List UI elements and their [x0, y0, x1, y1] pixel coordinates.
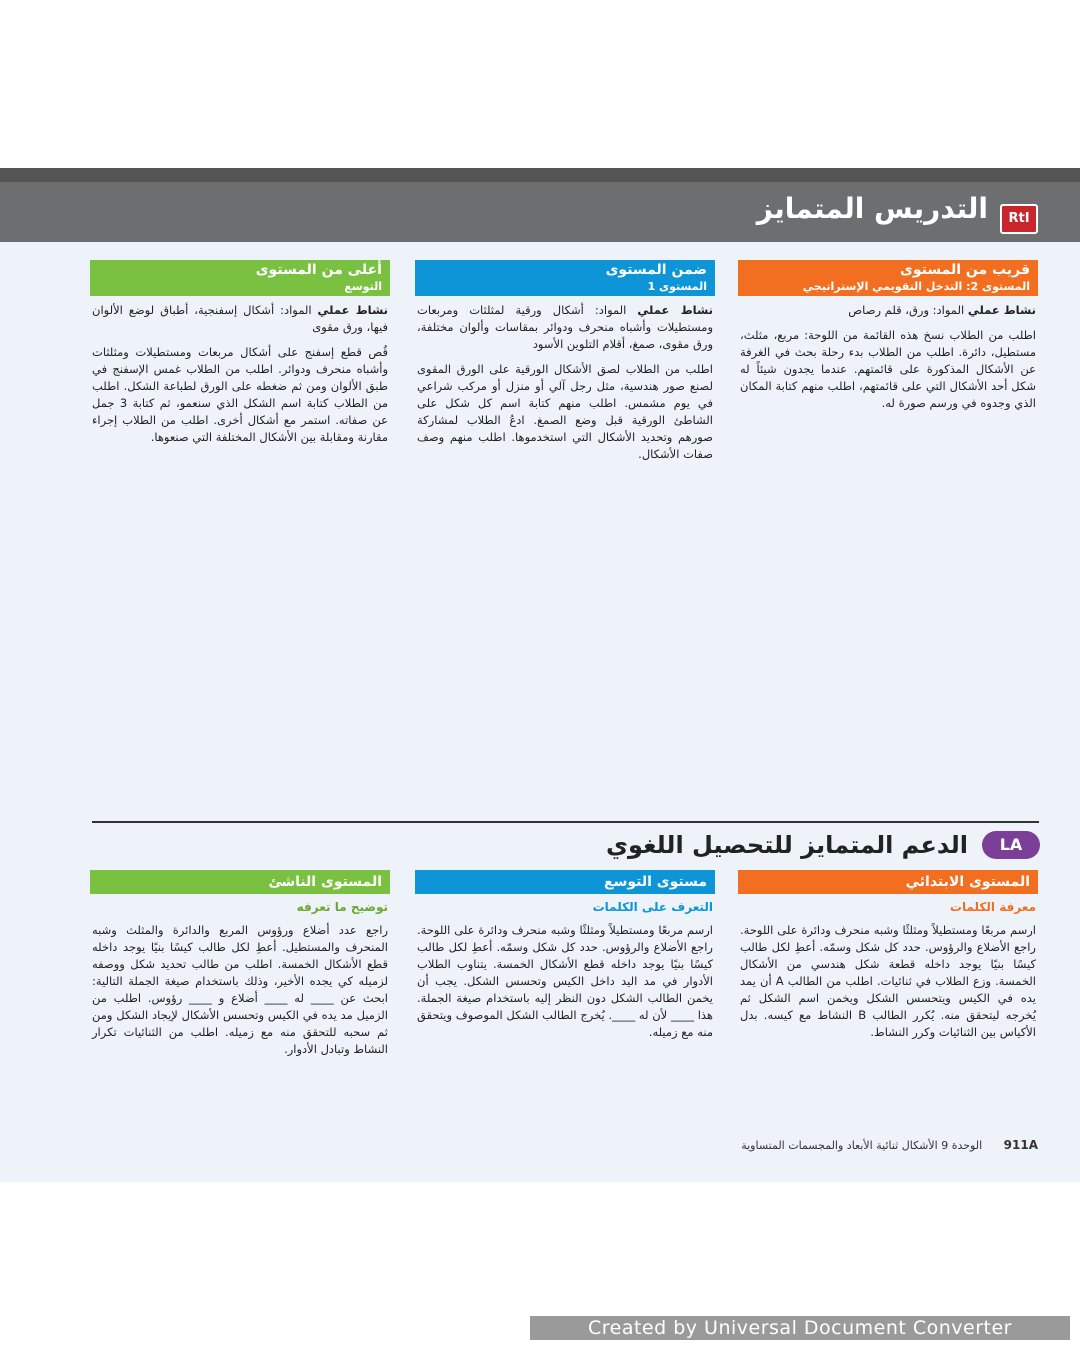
column-subhead: معرفة الكلمات: [949, 900, 1036, 914]
rti-badge: RtI: [1000, 204, 1038, 234]
column-title: المستوى الناشئ: [268, 874, 382, 890]
column-body: [415, 296, 715, 463]
column-subtitle: التوسع: [344, 280, 382, 293]
page: [0, 168, 1080, 1182]
column-body: راجع عدد أضلاع ورؤوس المربع والدائرة والمثلث وشبه المنحرف والمستطيل. أعطِ لكل طالب كيسًا بنيًا يوجد داخله قطع الأشكال الخمسة. اطلب من طالب تحديد شكل ووصفه لزميله كي يجده الأخير، وذلك باستخدام صيغة الجملة التالية: ابحث عن ____ له ____ أضلاع و ____ رؤوس. اطلب من الزميل مد يده في الكيس وتحسس الأشكال لإيجاد الشكل ومن ثم سحبه للتحقق منه مع زميله. اطلب من الثنائيات تكرار النشاط وتبادل الأدوار.: [92, 923, 388, 1056]
column-title: أعلى من المستوى: [255, 262, 382, 278]
la-badge: LA: [982, 831, 1040, 859]
la-section-title: الدعم المتمايز للتحصيل اللغوي: [606, 831, 968, 859]
column-header: [90, 260, 390, 296]
activity-label: نشاط عملي: [637, 303, 714, 317]
column-title: المستوى الابتدائي: [905, 874, 1030, 890]
materials-text: المواد: ورق، قلم رصاص: [848, 303, 965, 317]
column-title: قريب من المستوى: [900, 262, 1030, 278]
column-header: [738, 870, 1038, 894]
top-bar: [0, 168, 1080, 182]
activity-paragraph: قُص قطع إسفنج على أشكال مربعات ومستطيلات ومثلثات وأشباه منحرف ودوائر. اطلب من الطلاب غمس الإسفنج في طبق الألوان ومن ثم ضغطه على الورق لطباعة الشكل. اطلب من الطلاب كتابة اسم الشكل الذي سنعمو، ثم كتابة 3 جمل عن صفاته. استمر مع أشكال أخرى. اطلب من الطلاب إجراء مقارنة ومقابلة بين الأشكال المختلفة التي صنعوها.: [92, 345, 388, 444]
column-subtitle: المستوى 2: التدخل التقويمي الإستراتيجي: [802, 280, 1030, 293]
column-subhead: التعرف على الكلمات: [592, 900, 713, 914]
page-footer: [741, 1138, 1038, 1152]
materials-line: [740, 302, 1036, 319]
column-body: ارسم مربعًا ومستطيلاً ومثلثًا وشبه منحرف ودائرة على اللوحة. راجع الأضلاع والرؤوس. حدد كل شكل وسمّه. أعطِ لكل طالب كيسًا بنيًا يوجد داخله قطعة شكل هندسي من الأشكال الخمسة. وزع الطلاب في ثنائيات. اطلب من الطالب A أن يمد يده في الكيس ويتحسس الشكل ويخمن اسم الشكل ثم يُخرجه ليتحقق منه. يُكرر الطالب B النشاط مع كيسه. بدل الأكياس بين الثنائيات وكرر النشاط.: [740, 923, 1036, 1039]
column-body: [90, 296, 390, 446]
column-subhead: توضيح ما تعرفه: [296, 900, 388, 914]
section-header: [0, 182, 1080, 242]
rti-column-approaching: [738, 260, 1038, 420]
la-column-beginning: [738, 870, 1038, 1041]
column-title: ضمن المستوى: [605, 262, 707, 278]
watermark: Created by Universal Document Converter: [530, 1316, 1070, 1340]
materials-line: [92, 302, 388, 336]
column-header: [415, 260, 715, 296]
column-subtitle: المستوى 1: [647, 280, 707, 293]
column-header: [90, 870, 390, 894]
activity-label: نشاط عملي: [317, 303, 389, 317]
rti-column-beyond: [90, 260, 390, 454]
section-title: التدريس المتمايز: [756, 192, 988, 225]
column-header: [738, 260, 1038, 296]
materials-text: المواد: أشكال ورقية لمثلثات ومربعات ومستطيلات وأشباه منحرف ودوائر بمقاسات وألوان مختلفة، ورق مقوى، صمغ، أقلام التلوين الأسود: [417, 303, 713, 351]
column-header: [415, 870, 715, 894]
la-column-emerging: [90, 870, 390, 1058]
activity-paragraph: اطلب من الطلاب لصق الأشكال الورقية على الورق المقوى لصنع صور هندسية، مثل رجل آلي أو منزل أو مركب شراعي في يوم مشمس. اطلب منهم كتابة اسم كل شكل على الشاطئ الورقية قبل وضع الصمغ. ادعُ الطلاب لمشاركة صورهم وتحديد الأشكال التي استخدموها. اطلب منهم وصف صفات الأشكال.: [417, 362, 713, 461]
rti-column-on-level: [415, 260, 715, 471]
column-body: ارسم مربعًا ومستطيلاً ومثلثًا وشبه منحرف ودائرة على اللوحة. راجع الأضلاع والرؤوس. حدد كل شكل وسمّه. أعطِ لكل طالب كيسًا بنيًا يوجد داخله قطع الأشكال الخمسة. يتناوب الطلاب الأدوار في مد اليد داخل الكيس وتحسس الشكل. يجب أن يخمن الطالب الشكل دون النظر إليه باستخدام صيغة الجملة. هذا ____ لأن له ____. يُخرج الطالب الشكل الموصوف ويتحقق منه مع زميله.: [417, 923, 713, 1039]
materials-text: المواد: أشكال إسفنجية، أطباق لوضع الألوان فيها، ورق مقوى: [92, 303, 388, 334]
section-divider: [92, 821, 1039, 823]
column-body: [738, 296, 1038, 412]
la-column-expanding: [415, 870, 715, 1041]
column-title: مستوى التوسع: [604, 874, 707, 890]
unit-text: الوحدة 9 الأشكال ثنائية الأبعاد والمجسمات المتساوية: [741, 1139, 983, 1152]
page-number: 911A: [1003, 1138, 1038, 1152]
activity-paragraph: اطلب من الطلاب نسخ هذه القائمة من اللوحة: مربع، مثلث، مستطيل، دائرة. اطلب من الطلاب بدء رحلة بحث في الغرفة عن الأشكال المذكورة على قائمتهم. عندما يجدون شيئاً له شكل أحد الأشكال التي على قائمتهم، اطلب منهم كتابة المكان الذي وجدوه في ورسم صورة له.: [740, 328, 1036, 410]
activity-label: نشاط عملي: [967, 303, 1036, 317]
materials-line: [417, 302, 713, 353]
